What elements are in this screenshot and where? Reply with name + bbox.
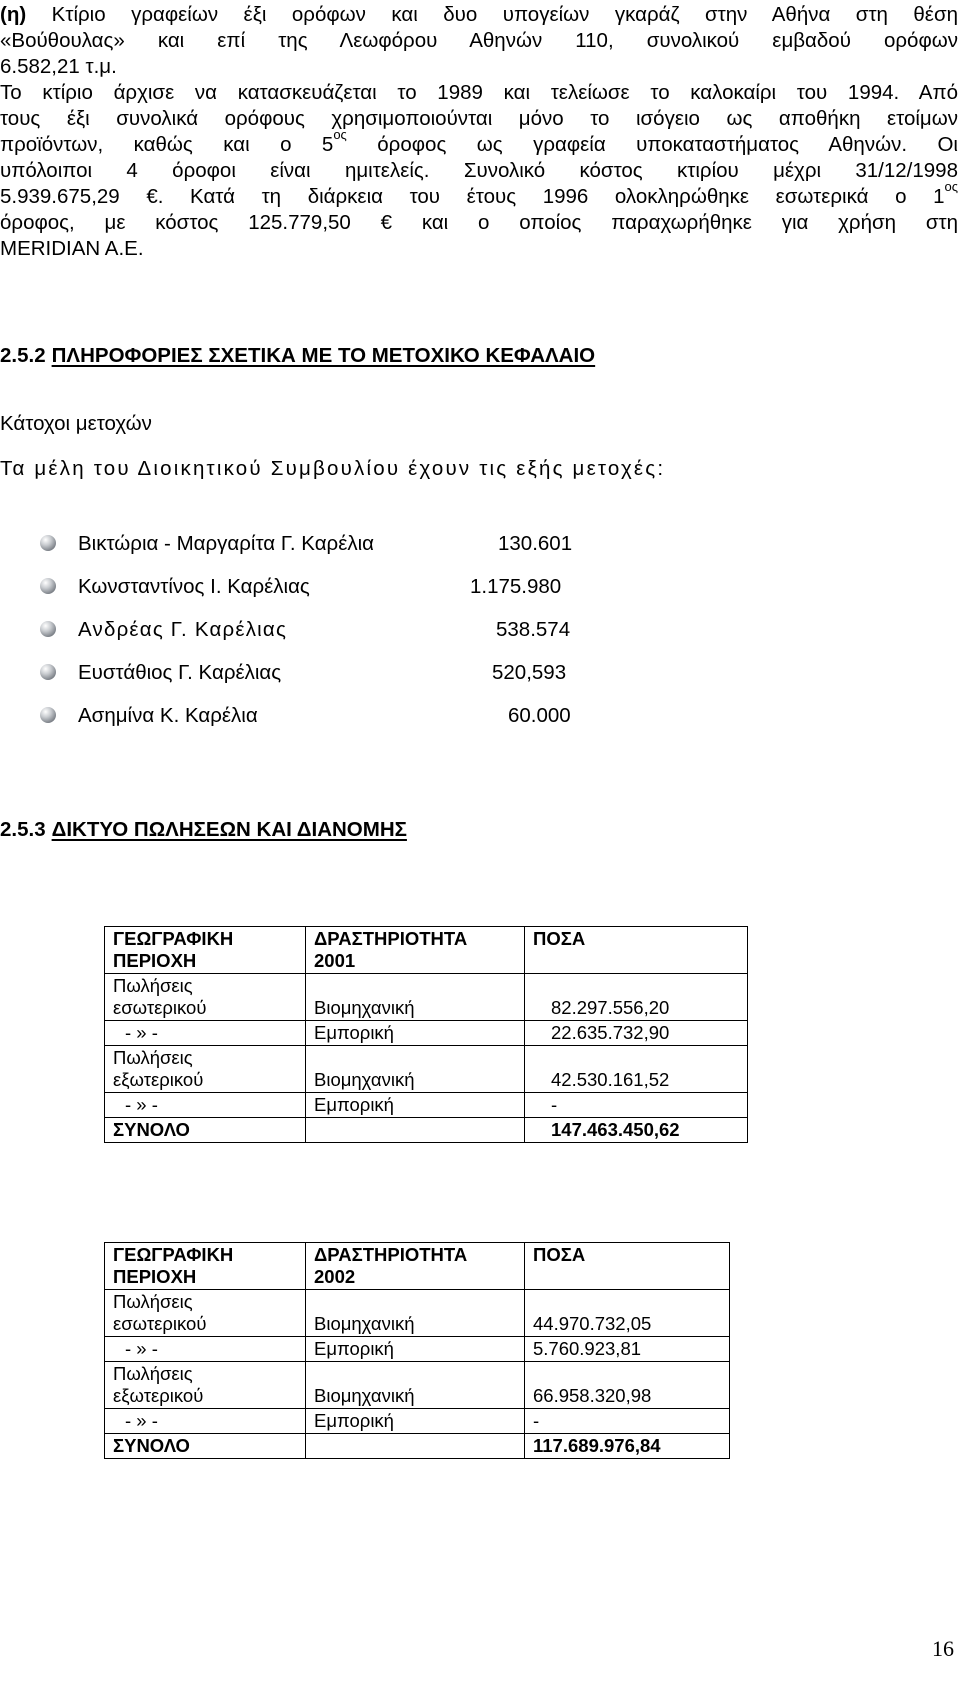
table-total-row: ΣΥΝΟΛΟ 117.689.976,84 xyxy=(105,1434,730,1459)
section-number: 2.5.3 xyxy=(0,818,46,841)
table-row: Πωλήσεις εσωτερικού Βιομηχανική 82.297.556,20 xyxy=(105,974,748,1021)
table-row: - » - Εμπορική - xyxy=(105,1093,748,1118)
bullet-icon xyxy=(40,535,56,551)
table-row: - » - Εμπορική 5.760.923,81 xyxy=(105,1337,730,1362)
table-header-row: ΓΕΩΓΡΑΦΙΚΗ ΠΕΡΙΟΧΗ ΔΡΑΣΤΗΡΙΟΤΗΤΑ 2001 ΠΟΣΑ xyxy=(105,927,748,974)
building-description-paragraph: (η) Κτίριο γραφείων έξι ορόφων και δυο υπογείων γκαράζ στην Αθήνα στη θέση «Βούθουλας» και επί της Λεωφόρου Αθηνών 110, συνολικού εμβαδού ορόφων 6.582,21 τ.μ. Το κτίριο άρχισε να κατασκευάζεται το 1989 και τελείωσε το καλοκαίρι του 1994. Από τους έξι συνολικά ορόφους χρησιμοποιούνται μόνο το ισόγειο ως αποθήκη ετοίμων προϊόντων, καθώς και ο $5^{o\varsigma}$ όροφος ως γραφεία υποκαταστήματος Αθηνών. Οι υπόλοιποι 4 όροφοι είναι ημιτελείς. Συνολικό κόστος κτιρίου μέχρι 31/12/1998 5.939.675,29 €. Κατά τη διάρκεια του έτους 1996 ολοκληρώθηκε εσωτερικά ο $1^{o\varsigma}$ όροφος, με κόστος 125.779,50 € και ο οποίος παραχωρήθηκε για χρήση στη MERIDIAN A.E. xyxy=(0,3,959,260)
table-row: - » - Εμπορική 22.635.732,90 xyxy=(105,1021,748,1046)
table-row: Πωλήσεις εξωτερικού Βιομηχανική 42.530.161,52 xyxy=(105,1046,748,1093)
list-item: Ανδρέας Γ. Καρέλιας 538.574 xyxy=(40,618,640,661)
table-row: Πωλήσεις εσωτερικού Βιομηχανική 44.970.732,05 xyxy=(105,1290,730,1337)
section-2-5-3-heading xyxy=(0,818,407,842)
table-total-row: ΣΥΝΟΛΟ 147.463.450,62 xyxy=(105,1118,748,1143)
table-row: - » - Εμπορική - xyxy=(105,1409,730,1434)
section-title: ΠΛΗΡΟΦΟΡΙΕΣ ΣΧΕΤΙΚΑ ΜΕ ΤΟ ΜΕΤΟΧΙΚΟ ΚΕΦΑΛΑΙΟ xyxy=(51,344,596,367)
list-item: Ευστάθιος Γ. Καρέλιας 520,593 xyxy=(40,661,640,704)
list-item: Ασημίνα Κ. Καρέλια 60.000 xyxy=(40,704,640,747)
bullet-icon xyxy=(40,664,56,680)
list-item: Βικτώρια - Μαργαρίτα Γ. Καρέλια 130.601 xyxy=(40,532,640,575)
page-number: 16 xyxy=(932,1636,954,1661)
sales-table-2002 xyxy=(104,1242,730,1459)
list-item: Κωνσταντίνος Ι. Καρέλιας 1.175.980 xyxy=(40,575,640,618)
item-label: (η) xyxy=(0,3,27,26)
table-header-row: ΓΕΩΓΡΑΦΙΚΗ ΠΕΡΙΟΧΗ ΔΡΑΣΤΗΡΙΟΤΗΤΑ 2002 ΠΟΣΑ xyxy=(105,1243,730,1290)
table-row: Πωλήσεις εξωτερικού Βιομηχανική 66.958.320,98 xyxy=(105,1362,730,1409)
shareholders-intro: Τα μέλη του Διοικητικού Συμβουλίου έχουν τις εξής μετοχές: xyxy=(0,457,666,480)
bullet-icon xyxy=(40,578,56,594)
sales-table-2001 xyxy=(104,926,748,1143)
section-2-5-2-heading xyxy=(0,344,595,368)
shareholders-subtitle: Κάτοχοι μετοχών xyxy=(0,412,152,435)
section-title: ΔΙΚΤΥΟ ΠΩΛΗΣΕΩΝ ΚΑΙ ΔΙΑΝΟΜΗΣ xyxy=(51,818,407,841)
section-number: 2.5.2 xyxy=(0,344,46,367)
bullet-icon xyxy=(40,707,56,723)
shareholder-list xyxy=(40,532,640,747)
bullet-icon xyxy=(40,621,56,637)
